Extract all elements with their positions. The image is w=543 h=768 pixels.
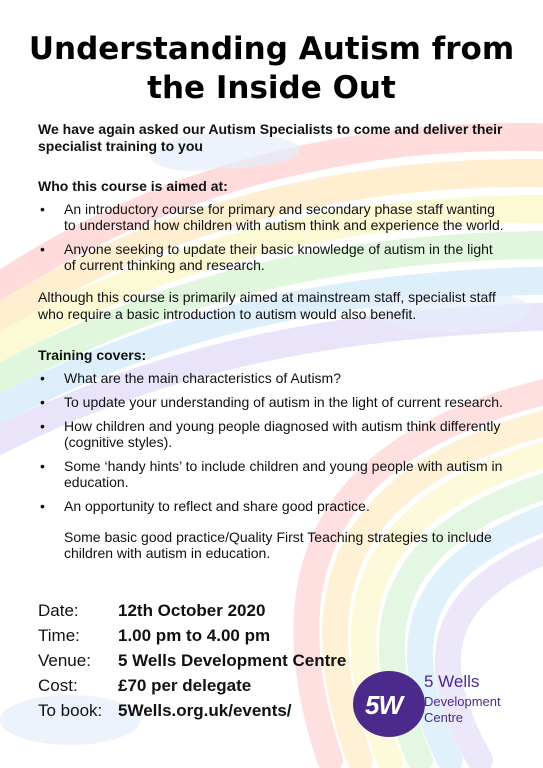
detail-row-date: Date: 12th October 2020 [38,600,266,620]
training-list [38,370,508,522]
bullet-icon: • [40,498,45,514]
list-item: • How children and young people diagnosed with autism think differently (cognitive styles). [40,418,501,450]
detail-row-booking: To book: 5Wells.org.uk/events/ [38,700,292,720]
list-item: • An introductory course for primary and secondary phase staff wanting to understand how children with autism think and experience the world. [40,201,504,233]
audience-heading: Who this course is aimed at: [38,178,228,194]
audience-note: Although this course is primarily aimed at mainstream staff, specialist staff who require a basic introduction to autism would also benefit. [38,289,496,322]
brand-name: 5 Wells [424,672,480,691]
detail-row-cost: Cost: £70 per delegate [38,675,252,695]
detail-row-time: Time: 1.00 pm to 4.00 pm [38,625,271,645]
detail-row-venue: Venue: 5 Wells Development Centre [38,650,347,670]
audience-list [38,201,508,281]
bullet-icon: • [40,241,45,257]
training-heading: Training covers: [38,347,147,363]
list-item: • An opportunity to reflect and share good practice. [40,498,370,514]
bullet-icon: • [40,370,45,386]
title-line-2: the Inside Out [147,70,396,106]
brand-subtitle: Development Centre [424,694,501,725]
list-item: • Anyone seeking to update their basic knowledge of autism in the light of current thinking and research. [40,241,493,273]
event-details [38,598,346,723]
list-item: • To update your understanding of autism in the light of current research. [40,394,503,410]
bullet-icon: • [40,394,45,410]
bullet-icon: • [40,458,45,474]
booking-link[interactable]: 5Wells.org.uk/events/ [118,700,292,720]
list-item: • What are the main characteristics of Autism? [40,370,341,386]
intro-text: We have again asked our Autism Specialists to come and deliver their specialist training to you [38,121,503,154]
list-item: • Some ‘handy hints’ to include children and young people with autism in education. [40,458,503,490]
bullet-icon: • [40,418,45,434]
logo-mark: 5W [365,690,402,720]
bullet-icon: • [40,201,45,217]
page-title [0,30,543,108]
training-extra: Some basic good practice/Quality First Teaching strategies to include children with autism in education. [64,529,492,561]
title-line-1: Understanding Autism from [28,31,515,67]
